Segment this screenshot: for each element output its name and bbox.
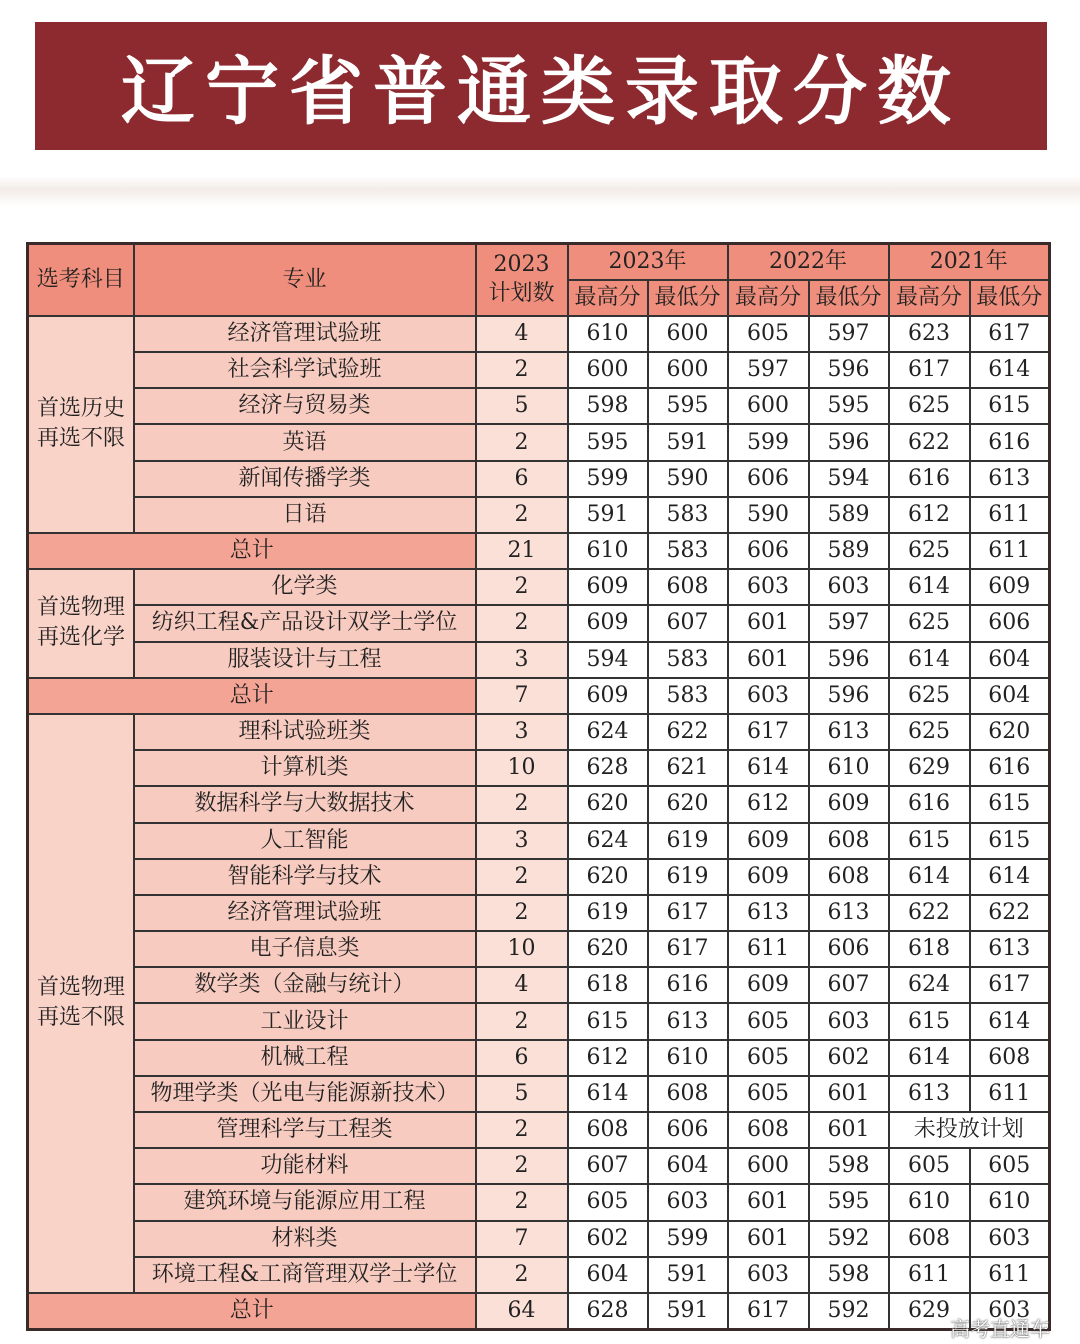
min-score-cell: 595 xyxy=(648,388,728,424)
major-cell: 经济管理试验班 xyxy=(134,316,476,352)
max-score-cell: 603 xyxy=(728,569,809,605)
major-cell: 环境工程&工商管理双学士学位 xyxy=(134,1257,476,1293)
total-max-cell: 625 xyxy=(889,533,970,569)
min-score-cell: 614 xyxy=(970,352,1050,388)
max-score-cell: 614 xyxy=(889,1040,970,1076)
total-min-cell: 589 xyxy=(809,533,889,569)
major-cell: 服装设计与工程 xyxy=(134,642,476,678)
min-score-cell: 601 xyxy=(809,1112,889,1148)
major-cell: 日语 xyxy=(134,497,476,533)
max-score-cell: 609 xyxy=(568,605,648,641)
total-row xyxy=(28,678,1050,714)
major-cell: 物理学类（光电与能源新技术） xyxy=(134,1076,476,1112)
subject-group-label xyxy=(37,973,125,1035)
table-row xyxy=(28,569,1050,605)
max-score-cell: 600 xyxy=(728,388,809,424)
min-score-cell: 616 xyxy=(970,750,1050,786)
total-min-cell: 592 xyxy=(809,1293,889,1329)
major-cell: 计算机类 xyxy=(134,750,476,786)
max-score-cell: 616 xyxy=(889,461,970,497)
total-label-cell: 总计 xyxy=(28,678,476,714)
max-score-cell: 620 xyxy=(568,859,648,895)
min-score-cell: 620 xyxy=(648,786,728,822)
score-table xyxy=(26,242,1051,1331)
subject-line: 首选物理 xyxy=(37,974,126,1000)
max-score-cell: 606 xyxy=(728,461,809,497)
min-score-cell: 616 xyxy=(970,424,1050,460)
min-score-cell: 597 xyxy=(809,316,889,352)
year-header-2022: 2022年 xyxy=(728,244,889,280)
major-cell: 纺织工程&产品设计双学士学位 xyxy=(134,605,476,641)
major-cell: 新闻传播学类 xyxy=(134,461,476,497)
min-score-cell: 621 xyxy=(648,750,728,786)
max-score-cell: 608 xyxy=(889,1221,970,1257)
max-score-cell: 618 xyxy=(889,931,970,967)
plan-cell: 2 xyxy=(476,1148,568,1184)
max-score-cell: 625 xyxy=(889,605,970,641)
plan-cell: 2 xyxy=(476,786,568,822)
table-row xyxy=(28,1257,1050,1293)
min-score-cell: 611 xyxy=(970,497,1050,533)
total-max-cell: 609 xyxy=(568,678,648,714)
min-header: 最低分 xyxy=(648,280,728,316)
min-score-cell: 591 xyxy=(648,424,728,460)
watermark: 高考直通车 xyxy=(950,1317,1050,1341)
plan-cell: 2 xyxy=(476,1257,568,1293)
min-score-cell: 608 xyxy=(970,1040,1050,1076)
min-score-cell: 603 xyxy=(809,1003,889,1039)
min-score-cell: 617 xyxy=(648,931,728,967)
total-max-cell: 606 xyxy=(728,533,809,569)
min-score-cell: 608 xyxy=(648,1076,728,1112)
min-score-cell: 600 xyxy=(648,352,728,388)
plan-cell: 6 xyxy=(476,1040,568,1076)
page-title: 辽宁省普通类录取分数 xyxy=(121,49,961,135)
min-score-cell: 616 xyxy=(648,967,728,1003)
max-score-cell: 614 xyxy=(889,859,970,895)
min-score-cell: 615 xyxy=(970,388,1050,424)
table-row xyxy=(28,497,1050,533)
min-score-cell: 607 xyxy=(809,967,889,1003)
table-row xyxy=(28,895,1050,931)
min-score-cell: 622 xyxy=(970,895,1050,931)
no-plan-note: 未投放计划 xyxy=(889,1112,1050,1148)
plan-cell: 2 xyxy=(476,859,568,895)
major-cell: 数学类（金融与统计） xyxy=(134,967,476,1003)
max-score-cell: 615 xyxy=(889,1003,970,1039)
max-score-cell: 612 xyxy=(889,497,970,533)
total-min-cell: 596 xyxy=(809,678,889,714)
total-min-cell: 611 xyxy=(970,533,1050,569)
min-score-cell: 620 xyxy=(970,714,1050,750)
table-row xyxy=(28,316,1050,352)
max-score-cell: 612 xyxy=(568,1040,648,1076)
table-row xyxy=(28,1112,1050,1148)
max-score-cell: 614 xyxy=(728,750,809,786)
major-cell: 建筑环境与能源应用工程 xyxy=(134,1184,476,1220)
plan-cell: 2 xyxy=(476,424,568,460)
min-score-cell: 604 xyxy=(648,1148,728,1184)
min-score-cell: 583 xyxy=(648,642,728,678)
max-score-cell: 591 xyxy=(568,497,648,533)
score-table-body xyxy=(28,316,1050,1329)
max-score-cell: 625 xyxy=(889,388,970,424)
max-score-cell: 601 xyxy=(728,1221,809,1257)
major-cell: 英语 xyxy=(134,424,476,460)
max-score-cell: 601 xyxy=(728,642,809,678)
max-score-cell: 601 xyxy=(728,1184,809,1220)
min-score-cell: 619 xyxy=(648,823,728,859)
table-row xyxy=(28,605,1050,641)
plan-header-label: 计划数 xyxy=(488,280,555,306)
min-header: 最低分 xyxy=(970,280,1050,316)
min-score-cell: 613 xyxy=(970,461,1050,497)
min-score-cell: 613 xyxy=(648,1003,728,1039)
table-row xyxy=(28,461,1050,497)
max-score-cell: 612 xyxy=(728,786,809,822)
total-max-cell: 628 xyxy=(568,1293,648,1329)
plan-cell: 10 xyxy=(476,750,568,786)
max-score-cell: 605 xyxy=(728,1040,809,1076)
total-plan-cell: 64 xyxy=(476,1293,568,1329)
max-score-cell: 614 xyxy=(889,642,970,678)
min-score-cell: 606 xyxy=(648,1112,728,1148)
max-score-cell: 613 xyxy=(889,1076,970,1112)
total-max-cell: 617 xyxy=(728,1293,809,1329)
max-score-cell: 599 xyxy=(568,461,648,497)
subject-group-cell xyxy=(28,714,134,1293)
major-cell: 经济与贸易类 xyxy=(134,388,476,424)
major-cell: 数据科学与大数据技术 xyxy=(134,786,476,822)
min-score-cell: 590 xyxy=(648,461,728,497)
major-cell: 社会科学试验班 xyxy=(134,352,476,388)
table-row xyxy=(28,1040,1050,1076)
divider-band xyxy=(0,176,1080,206)
max-score-cell: 622 xyxy=(889,895,970,931)
max-header: 最高分 xyxy=(889,280,970,316)
min-score-cell: 609 xyxy=(809,786,889,822)
max-score-cell: 605 xyxy=(728,1076,809,1112)
table-row xyxy=(28,424,1050,460)
max-score-cell: 616 xyxy=(889,786,970,822)
table-row xyxy=(28,750,1050,786)
max-score-cell: 595 xyxy=(568,424,648,460)
max-score-cell: 611 xyxy=(889,1257,970,1293)
min-score-cell: 611 xyxy=(970,1076,1050,1112)
subject-group-label xyxy=(37,394,125,456)
plan-header-year: 2023 xyxy=(493,252,550,278)
max-score-cell: 619 xyxy=(568,895,648,931)
plan-cell: 2 xyxy=(476,352,568,388)
max-score-cell: 602 xyxy=(568,1221,648,1257)
subject-line: 再选化学 xyxy=(37,625,126,651)
min-score-cell: 597 xyxy=(809,605,889,641)
min-score-cell: 613 xyxy=(970,931,1050,967)
subject-line: 再选不限 xyxy=(37,426,126,452)
max-score-cell: 618 xyxy=(568,967,648,1003)
major-cell: 工业设计 xyxy=(134,1003,476,1039)
max-score-cell: 590 xyxy=(728,497,809,533)
major-cell: 经济管理试验班 xyxy=(134,895,476,931)
min-score-cell: 611 xyxy=(970,1257,1050,1293)
major-cell: 功能材料 xyxy=(134,1148,476,1184)
min-score-cell: 595 xyxy=(809,388,889,424)
table-row xyxy=(28,967,1050,1003)
max-score-cell: 604 xyxy=(568,1257,648,1293)
max-score-cell: 622 xyxy=(889,424,970,460)
table-row xyxy=(28,714,1050,750)
min-score-cell: 589 xyxy=(809,497,889,533)
max-score-cell: 629 xyxy=(889,750,970,786)
min-score-cell: 592 xyxy=(809,1221,889,1257)
min-score-cell: 596 xyxy=(809,424,889,460)
major-cell: 机械工程 xyxy=(134,1040,476,1076)
plan-cell: 3 xyxy=(476,823,568,859)
total-min-cell: 603 xyxy=(970,1293,1050,1329)
table-row xyxy=(28,786,1050,822)
total-row xyxy=(28,1293,1050,1329)
major-cell: 电子信息类 xyxy=(134,931,476,967)
major-cell: 理科试验班类 xyxy=(134,714,476,750)
min-score-cell: 617 xyxy=(970,316,1050,352)
major-cell: 智能科学与技术 xyxy=(134,859,476,895)
table-row xyxy=(28,352,1050,388)
plan-cell: 10 xyxy=(476,931,568,967)
total-max-cell: 603 xyxy=(728,678,809,714)
total-min-cell: 583 xyxy=(648,533,728,569)
min-score-cell: 607 xyxy=(648,605,728,641)
min-score-cell: 602 xyxy=(809,1040,889,1076)
subject-group-label xyxy=(37,593,125,655)
min-score-cell: 608 xyxy=(809,859,889,895)
min-score-cell: 622 xyxy=(648,714,728,750)
year-header-2021: 2021年 xyxy=(889,244,1050,280)
min-score-cell: 610 xyxy=(809,750,889,786)
plan-cell: 5 xyxy=(476,1076,568,1112)
max-score-cell: 610 xyxy=(568,316,648,352)
min-score-cell: 610 xyxy=(648,1040,728,1076)
max-score-cell: 601 xyxy=(728,605,809,641)
min-score-cell: 613 xyxy=(809,895,889,931)
min-score-cell: 614 xyxy=(970,1003,1050,1039)
min-score-cell: 613 xyxy=(809,714,889,750)
total-max-cell: 625 xyxy=(889,678,970,714)
min-score-cell: 596 xyxy=(809,352,889,388)
plan-cell: 2 xyxy=(476,569,568,605)
table-row xyxy=(28,823,1050,859)
major-cell: 材料类 xyxy=(134,1221,476,1257)
total-label-cell: 总计 xyxy=(28,1293,476,1329)
max-score-cell: 628 xyxy=(568,750,648,786)
min-header: 最低分 xyxy=(809,280,889,316)
max-score-cell: 608 xyxy=(568,1112,648,1148)
max-header: 最高分 xyxy=(728,280,809,316)
min-score-cell: 608 xyxy=(648,569,728,605)
max-score-cell: 600 xyxy=(568,352,648,388)
plan-cell: 2 xyxy=(476,605,568,641)
table-row xyxy=(28,642,1050,678)
min-score-cell: 606 xyxy=(970,605,1050,641)
table-row xyxy=(28,388,1050,424)
plan-cell: 3 xyxy=(476,714,568,750)
max-score-cell: 599 xyxy=(728,424,809,460)
plan-cell: 2 xyxy=(476,497,568,533)
max-score-cell: 611 xyxy=(728,931,809,967)
plan-cell: 2 xyxy=(476,1184,568,1220)
max-score-cell: 605 xyxy=(568,1184,648,1220)
max-score-cell: 605 xyxy=(889,1148,970,1184)
max-score-cell: 610 xyxy=(889,1184,970,1220)
total-max-cell: 610 xyxy=(568,533,648,569)
total-min-cell: 591 xyxy=(648,1293,728,1329)
table-row xyxy=(28,859,1050,895)
min-score-cell: 599 xyxy=(648,1221,728,1257)
plan-cell: 2 xyxy=(476,1112,568,1148)
table-row xyxy=(28,1076,1050,1112)
max-score-cell: 614 xyxy=(568,1076,648,1112)
max-header: 最高分 xyxy=(568,280,648,316)
min-score-cell: 596 xyxy=(809,642,889,678)
max-score-cell: 615 xyxy=(568,1003,648,1039)
plan-cell: 7 xyxy=(476,1221,568,1257)
max-score-cell: 609 xyxy=(728,859,809,895)
min-score-cell: 617 xyxy=(970,967,1050,1003)
max-score-cell: 624 xyxy=(568,823,648,859)
max-score-cell: 623 xyxy=(889,316,970,352)
min-score-cell: 610 xyxy=(970,1184,1050,1220)
title-banner xyxy=(35,22,1047,150)
plan-cell: 2 xyxy=(476,895,568,931)
subject-line: 首选历史 xyxy=(37,395,126,421)
major-cell: 人工智能 xyxy=(134,823,476,859)
min-score-cell: 591 xyxy=(648,1257,728,1293)
min-score-cell: 601 xyxy=(809,1076,889,1112)
table-row xyxy=(28,1184,1050,1220)
subject-line: 再选不限 xyxy=(37,1005,126,1031)
min-score-cell: 608 xyxy=(809,823,889,859)
subject-group-cell xyxy=(28,569,134,678)
min-score-cell: 619 xyxy=(648,859,728,895)
table-row xyxy=(28,931,1050,967)
min-score-cell: 600 xyxy=(648,316,728,352)
min-score-cell: 609 xyxy=(970,569,1050,605)
total-min-cell: 583 xyxy=(648,678,728,714)
plan-cell: 4 xyxy=(476,967,568,1003)
min-score-cell: 594 xyxy=(809,461,889,497)
plan-cell: 4 xyxy=(476,316,568,352)
header-row-years xyxy=(28,244,1050,280)
subject-group-cell xyxy=(28,316,134,533)
max-score-cell: 597 xyxy=(728,352,809,388)
max-score-cell: 617 xyxy=(889,352,970,388)
major-cell: 管理科学与工程类 xyxy=(134,1112,476,1148)
max-score-cell: 620 xyxy=(568,786,648,822)
table-row xyxy=(28,1003,1050,1039)
max-score-cell: 607 xyxy=(568,1148,648,1184)
min-score-cell: 605 xyxy=(970,1148,1050,1184)
year-header-2023: 2023年 xyxy=(568,244,728,280)
total-label-cell: 总计 xyxy=(28,533,476,569)
max-score-cell: 609 xyxy=(728,823,809,859)
plan-cell: 6 xyxy=(476,461,568,497)
major-header: 专业 xyxy=(134,244,476,316)
total-min-cell: 604 xyxy=(970,678,1050,714)
min-score-cell: 583 xyxy=(648,497,728,533)
min-score-cell: 604 xyxy=(970,642,1050,678)
plan-header xyxy=(476,244,568,316)
major-cell: 化学类 xyxy=(134,569,476,605)
plan-cell: 3 xyxy=(476,642,568,678)
total-max-cell: 629 xyxy=(889,1293,970,1329)
min-score-cell: 606 xyxy=(809,931,889,967)
table-row xyxy=(28,1148,1050,1184)
max-score-cell: 613 xyxy=(728,895,809,931)
max-score-cell: 609 xyxy=(568,569,648,605)
subject-header: 选考科目 xyxy=(28,244,134,316)
max-score-cell: 605 xyxy=(728,1003,809,1039)
max-score-cell: 615 xyxy=(889,823,970,859)
min-score-cell: 603 xyxy=(648,1184,728,1220)
min-score-cell: 603 xyxy=(970,1221,1050,1257)
max-score-cell: 624 xyxy=(568,714,648,750)
max-score-cell: 603 xyxy=(728,1257,809,1293)
total-row xyxy=(28,533,1050,569)
subject-line: 首选物理 xyxy=(37,594,126,620)
min-score-cell: 617 xyxy=(648,895,728,931)
max-score-cell: 605 xyxy=(728,316,809,352)
total-plan-cell: 21 xyxy=(476,533,568,569)
min-score-cell: 614 xyxy=(970,859,1050,895)
plan-cell: 5 xyxy=(476,388,568,424)
max-score-cell: 600 xyxy=(728,1148,809,1184)
min-score-cell: 598 xyxy=(809,1148,889,1184)
min-score-cell: 615 xyxy=(970,823,1050,859)
min-score-cell: 603 xyxy=(809,569,889,605)
plan-cell: 2 xyxy=(476,1003,568,1039)
min-score-cell: 615 xyxy=(970,786,1050,822)
max-score-cell: 594 xyxy=(568,642,648,678)
max-score-cell: 617 xyxy=(728,714,809,750)
table-row xyxy=(28,1221,1050,1257)
max-score-cell: 620 xyxy=(568,931,648,967)
max-score-cell: 624 xyxy=(889,967,970,1003)
min-score-cell: 595 xyxy=(809,1184,889,1220)
max-score-cell: 608 xyxy=(728,1112,809,1148)
max-score-cell: 625 xyxy=(889,714,970,750)
max-score-cell: 598 xyxy=(568,388,648,424)
min-score-cell: 598 xyxy=(809,1257,889,1293)
max-score-cell: 609 xyxy=(728,967,809,1003)
max-score-cell: 614 xyxy=(889,569,970,605)
total-plan-cell: 7 xyxy=(476,678,568,714)
